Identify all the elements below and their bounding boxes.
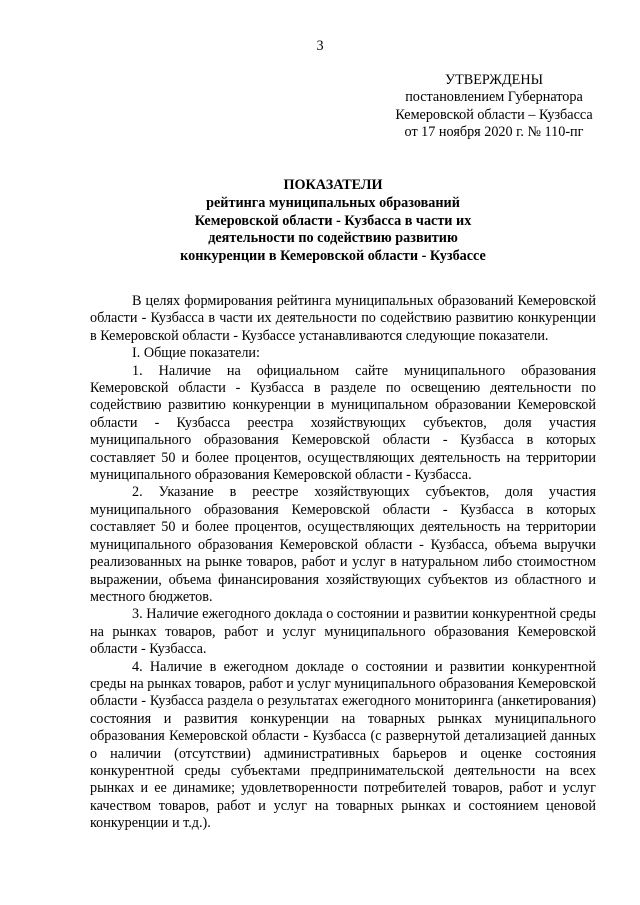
- section-heading-general: I. Общие показатели:: [132, 345, 260, 362]
- title-line-3: деятельности по содействию развитию: [208, 230, 458, 247]
- intro-paragraph: В целях формирования рейтинга муниципальных образований Кемеровской области - Кузбасса в части их деятельности по содействию развитию конкуренции в Кемеровской области - Кузбассе устанавливаются следующие показатели.: [90, 293, 596, 344]
- approval-line-4: от 17 ноября 2020 г. № 110-пг: [404, 124, 584, 141]
- approval-line-3: Кемеровской области – Кузбасса: [395, 106, 593, 123]
- indicator-3: 3. Наличие ежегодного доклада о состоянии и развитии конкурентной среды на рынках товаров, работ и услуг муниципального образования Кемеровской области - Кузбасса.: [90, 606, 596, 658]
- indicator-1: 1. Наличие на официальном сайте муниципального образования Кемеровской области - Кузбасса в разделе по освещению деятельности по содействию развитию конкуренции в муниципальном образовании Кемеровской области - Кузбасса реестра хозяйствующих субъектов, доля участия муниципального образования Кемеровской области - Кузбасса в которых составляет 50 и более процентов, осуществляющих деятельность на территории муниципального образования Кемеровской области - Кузбасса.: [90, 362, 596, 484]
- document-body: [90, 293, 596, 833]
- approval-line-2: постановлением Губернатора: [405, 89, 583, 106]
- title-line-4: конкуренции в Кемеровской области - Кузбассе: [180, 247, 486, 264]
- indicator-2: 2. Указание в реестре хозяйствующих субъектов, доля участия муниципального образования Кемеровской области - Кузбасса в которых составляет 50 и более процентов, осуществляющих деятельность на территории муниципального образования Кемеровской области - Кузбасса, объема выручки реализованных на рынке товаров, работ и услуг в натуральном либо стоимостном выражении, объема финансирования хозяйствующих субъектов из областного и местного бюджетов.: [90, 484, 596, 605]
- approval-line-1: УТВЕРЖДЕНЫ: [445, 72, 543, 88]
- page-number: 3: [316, 38, 324, 54]
- document-title: [140, 177, 526, 265]
- title-line-2: Кемеровской области - Кузбасса в части их: [194, 212, 472, 229]
- title-main: ПОКАЗАТЕЛИ: [283, 177, 383, 193]
- indicator-4: 4. Наличие в ежегодном докладе о состоянии и развитии конкурентной среды на рынках товаров, работ и услуг муниципального образования Кемеровской области - Кузбасса раздела о результатах ежегодного мониторинга (анкетирования) состояния и развития конкуренции на товарных рынках муниципального образования Кемеровской области - Кузбасса (с развернутой детализацией данных о наличии (отсутствии) административных барьеров и оценке состояния конкурентной среды субъектами предпринимательской деятельности на всех рынках и ее динамике; удовлетворенности потребителей товаров, работ и услуг качеством товаров, работ и услуг на товарных рынках и состоянием ценовой конкуренции и т.д.).: [90, 658, 596, 832]
- title-line-1: рейтинга муниципальных образований: [206, 195, 460, 212]
- approval-stamp: [378, 72, 610, 142]
